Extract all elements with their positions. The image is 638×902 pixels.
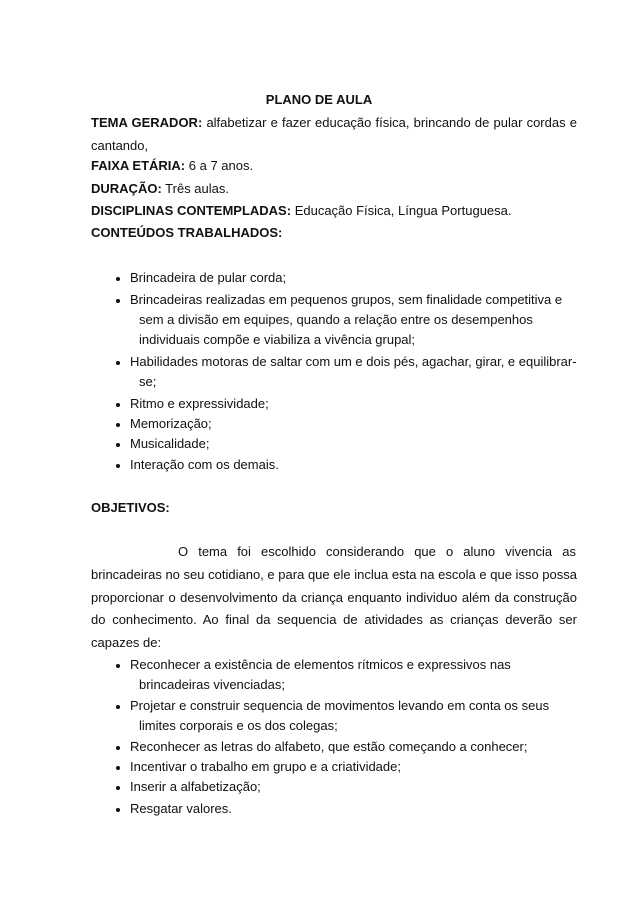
tema-gerador-line — [91, 115, 577, 131]
tema-gerador-text-cont: cantando, — [91, 138, 149, 153]
list-item-text: Interação com os demais. — [130, 457, 279, 472]
faixa-etaria-text: 6 a 7 anos. — [188, 158, 254, 173]
list-item-text: Ritmo e expressividade; — [130, 396, 269, 411]
list-item-text-cont: se; — [139, 374, 157, 389]
list-item-text: Inserir a alfabetização; — [130, 779, 261, 794]
objetivos-paragraph-line: do conhecimento. Ao final da sequencia de atividades as crianças deverão ser — [91, 612, 577, 627]
objetivos-paragraph-line: capazes de: — [91, 635, 162, 650]
conteudos-heading: CONTEÚDOS TRABALHADOS: — [91, 225, 283, 240]
duracao-text: Três aulas. — [165, 181, 229, 196]
list-item-text: Projetar e construir sequencia de movimentos levando em conta os seus — [130, 698, 550, 713]
objetivos-paragraph-line: proporcionar o desenvolvimento da criança enquanto individuo além da construção — [91, 590, 577, 605]
list-item-text: Reconhecer as letras do alfabeto, que estão começando a conhecer; — [130, 739, 528, 754]
tema-gerador-text: alfabetizar e fazer educação física, brincando de pular cordas e — [206, 115, 577, 130]
duracao-label: DURAÇÃO: — [91, 181, 162, 196]
faixa-etaria-line — [91, 158, 577, 174]
list-item-text: Habilidades motoras de saltar com um e dois pés, agachar, girar, e equilibrar- — [130, 354, 577, 369]
list-item-text: Brincadeira de pular corda; — [130, 270, 287, 285]
list-item-text: Incentivar o trabalho em grupo e a criatividade; — [130, 759, 401, 774]
list-item-text: Reconhecer a existência de elementos rítmicos e expressivos nas — [130, 657, 511, 672]
duracao-line — [91, 181, 577, 197]
list-item-text: Musicalidade; — [130, 436, 210, 451]
list-item-text-cont: brincadeiras vivenciadas; — [139, 677, 285, 692]
disciplinas-text: Educação Física, Língua Portuguesa. — [294, 203, 512, 218]
list-item-text-cont: limites corporais e os dos colegas; — [139, 718, 338, 733]
tema-gerador-label: TEMA GERADOR: — [91, 115, 203, 130]
list-item-text-cont: sem a divisão em equipes, quando a relação entre os desempenhos — [139, 312, 533, 327]
disciplinas-label: DISCIPLINAS CONTEMPLADAS: — [91, 203, 292, 218]
list-item-text-cont: individuais compõe e viabiliza a vivência grupal; — [139, 332, 416, 347]
objetivos-paragraph-line: O tema foi escolhido considerando que o aluno vivencia as — [178, 544, 576, 559]
list-item-text: Resgatar valores. — [130, 801, 232, 816]
page-title: PLANO DE AULA — [265, 92, 373, 107]
disciplinas-line — [91, 203, 577, 219]
faixa-etaria-label: FAIXA ETÁRIA: — [91, 158, 186, 173]
list-item-text: Memorização; — [130, 416, 212, 431]
list-item-text: Brincadeiras realizadas em pequenos grupos, sem finalidade competitiva e — [130, 292, 563, 307]
objetivos-heading: OBJETIVOS: — [91, 500, 170, 515]
objetivos-paragraph-line: brincadeiras no seu cotidiano, e para que ele inclua esta na escola e que isso possa — [91, 567, 577, 582]
